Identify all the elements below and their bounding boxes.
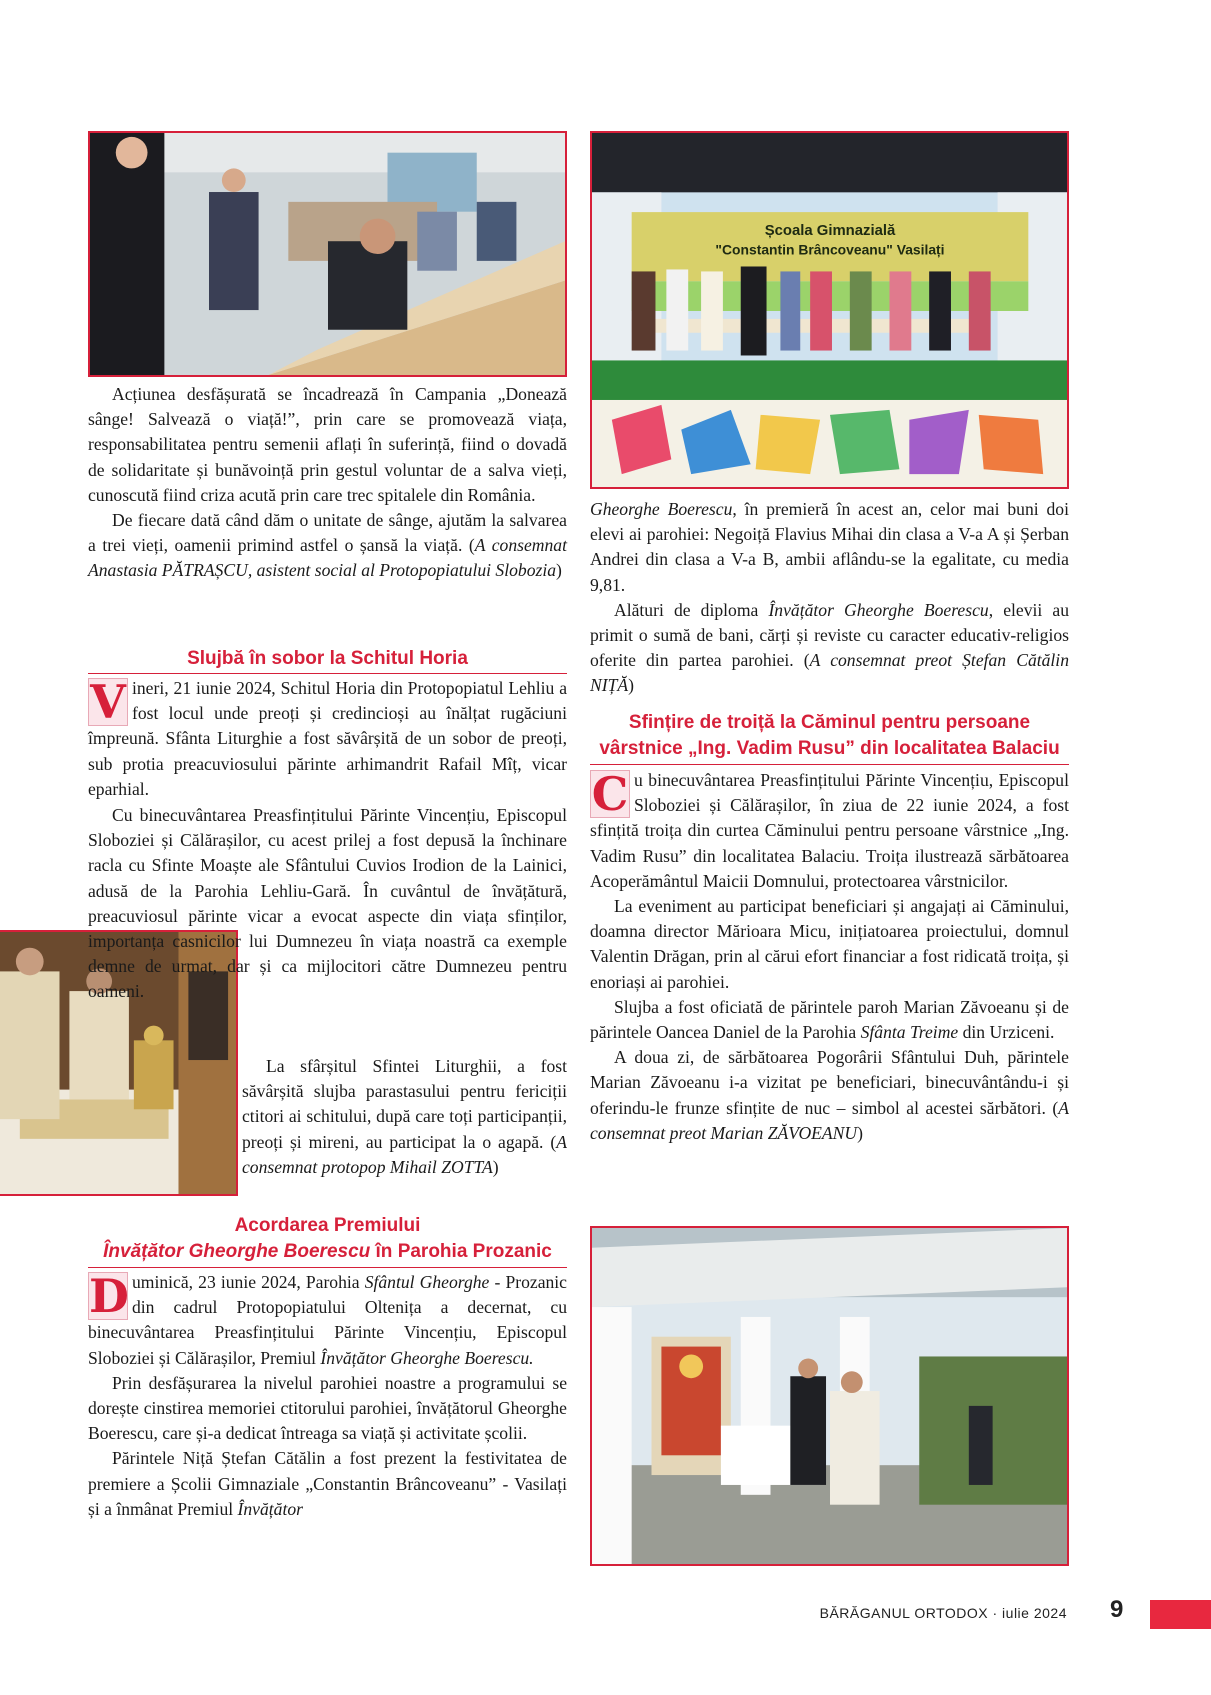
banner-line-2: "Constantin Brâncoveanu" Vasilați	[715, 241, 945, 258]
section-sfintire-troita	[590, 768, 1069, 1146]
dropcap-v: V	[88, 678, 128, 726]
left-column-text	[88, 382, 567, 584]
photo-troita-blessing	[590, 1226, 1069, 1566]
section-title-premiul-boerescu	[88, 1213, 567, 1268]
photo-school-ceremony	[590, 131, 1069, 489]
author-credit: A consemnat protopop Mihail ZOTTA	[242, 1131, 567, 1177]
intro-paragraph-2: De fiecare dată când dăm o unitate de sânge, ajutăm la salvarea a trei vieți, oamenii primind astfel o șansă la viață. (A consemnat Anastasia PĂTRAȘCU, asistent social al Protopopiatului Slobozia)	[88, 510, 567, 581]
section-title-line-2: vârstnice „Ing. Vadim Rusu” din localitatea Balaciu	[599, 738, 1060, 759]
intro-paragraph-1: Acțiunea desfășurată se încadrează în Campania „Donează sânge! Salvează o viață!”, prin care se promovează viața, responsabilitatea pentru semenii aflați în suferință, fiind o dovadă de solidaritate și bunăvoință prin gestul voluntar de a salva vieți, cunoscută fiind criza acută prin care trec spitalele din România.	[88, 384, 567, 505]
author-credit: A consemnat Anastasia PĂTRAȘCU, asistent social al Protopopiatului Slobozia	[88, 535, 567, 581]
troita-paragraph-2: La eveniment au participat beneficiari și angajați ai Căminului, doamna director Mărioara Micu, inițiatoarea proiectului, domnul Valentin Drăgan, prin al cărui efort financiar a fost ridicată troița, și enoriași ai parohiei.	[590, 896, 1069, 992]
dropcap-d: D	[89, 1269, 129, 1323]
premiul-continuation-2: Alături de diploma Învățător Gheorghe Boerescu, elevii au primit o sumă de bani, cărți și reviste cu caracter educativ-religios oferite din partea parohiei. (A consemnat preot Ștefan Cătălin NIȚĂ)	[590, 599, 1070, 696]
section-title-sfintire-troita	[590, 710, 1069, 765]
premiul-paragraph-2: Prin desfășurarea la nivelul parohiei noastre a programului se dorește cinstirea memoriei ctitorului parohiei, învățătorul Gheorghe Boerescu, care și-a dedicat întreaga sa viață și activitate școlii.	[88, 1372, 567, 1444]
section-title-line-1: Sfințire de troiță la Căminul pentru persoane	[628, 712, 1031, 733]
dropcap-c: C	[591, 767, 629, 821]
footer-accent-bar	[1150, 1600, 1211, 1629]
troita-paragraph-1: C u binecuvântarea Preasfințitului Părinte Vincențiu, Episcopul Sloboziei și Călărașilor, în ziua de 22 iunie 2024, a fost sfințită troița din curtea Căminului pentru persoane vârstnice „Ing. Vadim Rusu” din localitatea Balaciu. Troița ilustrează sărbătoarea Acoperământul Maicii Domnului, protectoarea vârstnicilor.	[590, 767, 1069, 891]
section-title-line-2: Învățător Gheorghe Boerescu în Parohia Prozanic	[103, 1241, 552, 1262]
right-column-continuation	[590, 497, 1069, 699]
banner-line-1: Școala Gimnazială	[764, 222, 896, 239]
section-schitul-horia-wrap	[242, 1054, 567, 1180]
section-schitul-horia-bottom	[88, 803, 567, 1005]
troita-paragraph-4: A doua zi, de sărbătoarea Pogorârii Sfântului Duh, părintele Marian Zăvoeanu i-a vizitat pe beneficiari, binecuvântându-i și oferindu-le frunze sfințite de nuc – simbol al acestei sărbători. (A consemnat preot Marian ZĂVOEANU)	[590, 1047, 1069, 1143]
schitul-horia-paragraph-3: La sfârșitul Sfintei Liturghii, a fost săvârșită slujba parastasului pentru fericiții ctitori ai schitului, după care toți participanții, preoți și mireni, au participat la o agapă. (A consemnat protopop Mihail ZOTTA)	[242, 1056, 567, 1177]
troita-paragraph-3: Slujba a fost oficiată de părintele paroh Marian Zăvoeanu și de părintele Oancea Daniel de la Parohia Sfânta Treime din Urziceni.	[590, 996, 1069, 1043]
section-title-line-1: Acordarea Premiului	[234, 1215, 421, 1236]
publication-footer: BĂRĂGANUL ORTODOX · iulie 2024	[819, 1605, 1067, 1621]
section-premiul-boerescu	[88, 1270, 567, 1522]
premiul-paragraph-3: Părintele Niță Ștefan Cătălin a fost prezent la festivitatea de premiere a Școlii Gimnaziale „Constantin Brâncoveanu” - Vasilați și a înmânat Premiul Învățător	[88, 1448, 567, 1519]
premiul-continuation-1: Gheorghe Boerescu, în premieră în acest an, celor mai buni doi elevi ai parohiei: Negoiță Flavius Mihai din clasa a V-a A și Șerban Andrei din clasa a V-a B, ambii aflându-se la egalitate, cu media 9,81.	[590, 499, 1069, 595]
page-number: 9	[1110, 1596, 1124, 1623]
schitul-horia-paragraph-1: ineri, 21 iunie 2024, Schitul Horia din Protopopiatul Lehliu a fost locul unde preoți și credincioși au înălțat rugăciuni împreună. Sfânta Liturghie a fost săvârșită de un sobor de preoți, sub protia preacuviosului părinte arhimandrit Rafail Mîț, vicar eparhial.	[88, 678, 567, 799]
section-schitul-horia-top	[88, 676, 567, 802]
section-title-schitul-horia: Slujbă în sobor la Schitul Horia	[88, 646, 567, 674]
premiul-paragraph-1: D uminică, 23 iunie 2024, Parohia Sfântul Gheorghe - Prozanic din cadrul Protopopiatului Oltenița a decernat, cu binecuvântarea Preasfințitului Părinte Vincențiu, Episcopul Sloboziei și Călărașilor, Premiul Învățător Gheorghe Boerescu.	[88, 1269, 567, 1368]
photo-blood-donation	[88, 131, 567, 377]
schitul-horia-paragraph-2: Cu binecuvântarea Preasfințitului Părinte Vincențiu, Episcopul Sloboziei și Călărașilor, cu acest prilej a fost depusă la închinare racla cu Sfinte Moaște ale Sfântului Cuvios Irodion de la Lainici, adusă de la Parohia Lehliu-Gară. În cuvântul de învățătură, preacuviosul părinte vicar a evocat aspecte din viața sfinților, importanța casnicilor lui Dumnezeu în viața noastră ca exemple demne de urmat, dar și ca mijlocitori către Dumnezeu pentru oameni.	[88, 805, 567, 1002]
author-credit: A consemnat preot Marian ZĂVOEANU	[590, 1097, 1069, 1143]
author-credit: A consemnat preot Ștefan Cătălin NIȚĂ	[590, 650, 1069, 696]
